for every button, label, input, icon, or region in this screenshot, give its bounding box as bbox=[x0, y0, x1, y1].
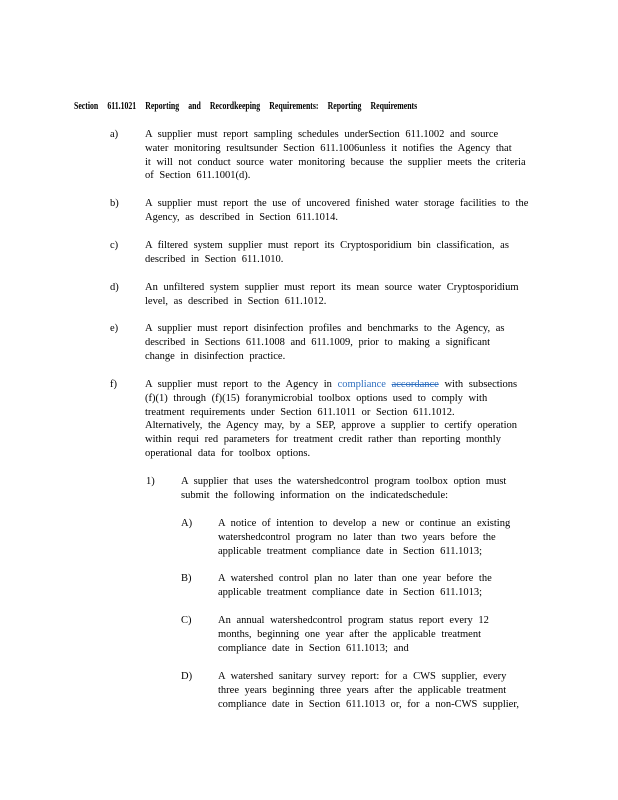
subsection-text bbox=[145, 128, 526, 183]
section-heading bbox=[74, 101, 417, 112]
text-line: three years beginning three years after the applicable treatment bbox=[218, 684, 507, 696]
subsection-label: b) bbox=[110, 198, 119, 209]
text-line: described in Section 611.1010. bbox=[145, 253, 284, 265]
subsection-text bbox=[145, 281, 519, 309]
text-line: applicable treatment compliance date in Section 611.1013; bbox=[218, 586, 482, 598]
text-line: A supplier must report the use of uncovered finished water storage facilities to the bbox=[145, 198, 529, 209]
inserted-revision: compliance bbox=[337, 379, 386, 390]
text-line: A supplier that uses the watershedcontrol program toolbox option must bbox=[181, 476, 507, 487]
text-line: operational data for toolbox options. bbox=[145, 447, 311, 459]
text-line: months, beginning one year after the applicable treatment bbox=[218, 628, 481, 640]
subsection-text bbox=[181, 475, 506, 503]
text-line: Agency, as described in Section 611.1014. bbox=[145, 211, 338, 223]
text-line: (f)(1) through (f)(15) foranymicrobial toolbox options used to comply with bbox=[145, 392, 488, 404]
subsection-text bbox=[145, 239, 509, 267]
text-line: described in Sections 611.1008 and 611.1009, prior to making a significant bbox=[145, 336, 491, 348]
subsection-label: C) bbox=[181, 615, 192, 626]
text-fragment: A supplier must report to the Agency in bbox=[145, 379, 338, 390]
text-line: A notice of intention to develop a new or continue an existing bbox=[218, 518, 511, 529]
heading-word: Reporting bbox=[145, 101, 180, 112]
heading-section-word: Section bbox=[74, 101, 99, 112]
text-line: treatment requirements under Section 611.1011 or Section 611.1012. bbox=[145, 406, 455, 418]
text-line: A supplier must report disinfection profiles and benchmarks to the Agency, as bbox=[145, 323, 505, 334]
subsection-text bbox=[218, 614, 489, 655]
heading-word: Recordkeeping bbox=[209, 101, 261, 112]
heading-word: Requirements: bbox=[269, 101, 319, 112]
text-line bbox=[145, 378, 517, 392]
subsection-text bbox=[145, 378, 517, 461]
text-line: compliance date in Section 611.1013 or, for a non-CWS supplier, bbox=[218, 698, 520, 710]
heading-section-number: 611.1021 bbox=[107, 101, 137, 112]
text-line: change in disinfection practice. bbox=[145, 350, 286, 362]
subsection-label: A) bbox=[181, 518, 193, 529]
subsection-label: d) bbox=[110, 282, 119, 293]
text-line: water monitoring resultsunder Section 611.1006unless it notifies the Agency that bbox=[145, 142, 512, 154]
text-line: it will not conduct source water monitoring because the supplier meets the criteria bbox=[145, 156, 526, 168]
text-line: A supplier must report sampling schedules underSection 611.1002 and source bbox=[145, 129, 499, 140]
subsection-label: e) bbox=[110, 323, 119, 334]
heading-word: Requirements bbox=[370, 101, 418, 112]
text-line: applicable treatment compliance date in Section 611.1013; bbox=[218, 545, 482, 557]
subsection-label: f) bbox=[110, 379, 117, 390]
text-line: level, as described in Section 611.1012. bbox=[145, 295, 327, 307]
deleted-revision: accordance bbox=[391, 379, 439, 390]
text-line: Alternatively, the Agency may, by a SEP, approve a supplier to certify operation bbox=[145, 420, 517, 432]
text-line: compliance date in Section 611.1013; and bbox=[218, 642, 409, 654]
text-line: submit the following information on the indicatedschedule: bbox=[181, 489, 449, 501]
heading-word: and bbox=[188, 101, 201, 112]
text-line: watershedcontrol program no later than two years before the bbox=[218, 531, 496, 543]
subsection-text bbox=[218, 572, 492, 600]
subsection-text bbox=[145, 197, 528, 225]
text-line: A filtered system supplier must report its Cryptosporidium bin classification, as bbox=[145, 240, 509, 251]
text-line: of Section 611.1001(d). bbox=[145, 170, 251, 182]
text-line: A watershed control plan no later than one year before the bbox=[218, 573, 492, 584]
text-fragment: with subsections bbox=[438, 379, 518, 390]
subsection-text bbox=[145, 322, 505, 363]
text-line: An unfiltered system supplier must report its mean source water Cryptosporidium bbox=[145, 282, 519, 293]
subsection-label: 1) bbox=[146, 476, 155, 487]
subsection-label: a) bbox=[110, 129, 119, 140]
text-line: within requi red parameters for treatment credit rather than reporting monthly bbox=[145, 434, 501, 446]
subsection-text bbox=[218, 670, 519, 711]
text-line: A watershed sanitary survey report: for a CWS supplier, every bbox=[218, 671, 507, 682]
subsection-label: B) bbox=[181, 573, 192, 584]
subsection-text bbox=[218, 517, 510, 558]
heading-word: Reporting bbox=[327, 101, 362, 112]
text-line: An annual watershedcontrol program status report every 12 bbox=[218, 615, 489, 626]
subsection-label: D) bbox=[181, 671, 193, 682]
subsection-label: c) bbox=[110, 240, 119, 251]
